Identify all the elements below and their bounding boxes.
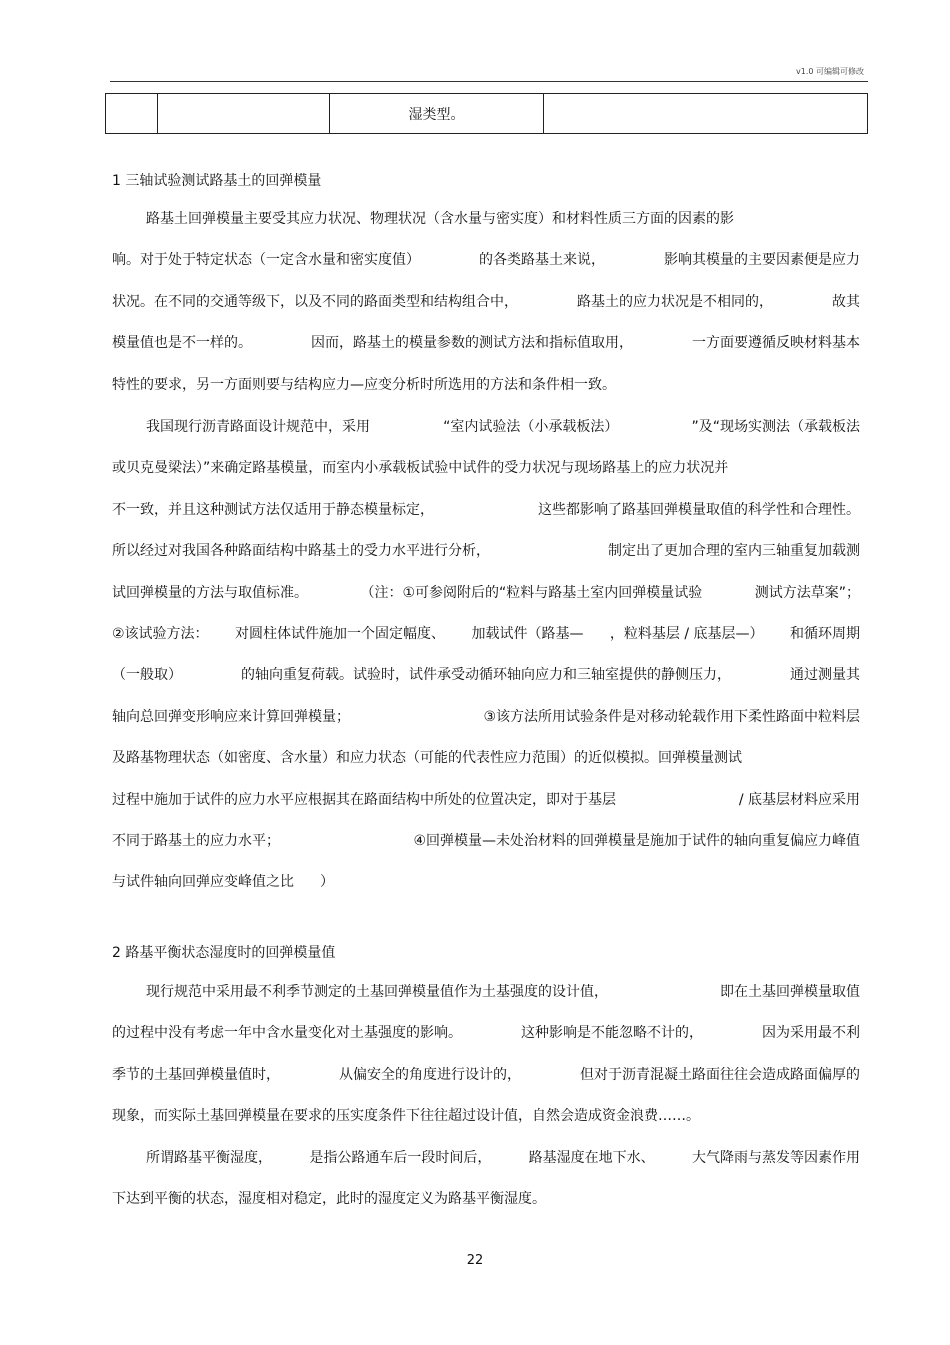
text-line (112, 417, 860, 458)
text-line (112, 333, 860, 374)
text-segment: 路基土回弹模量主要受其应力状况、物理状况（含水量与密实度）和材料性质三方面的因素的影 (146, 211, 734, 227)
text-segment: ） (320, 874, 334, 891)
text-segment: 响。对于处于特定状态（一定含水量和密实度值） (112, 252, 420, 269)
text-segment: 的轴向重复荷载。试验时，试件承受动循环轴向应力和三轴室提供的静侧压力， (241, 667, 731, 684)
text-segment: ”及“现场实测法（承载板法 (691, 419, 860, 435)
text-segment: 现象，而实际土基回弹模量在要求的压实度条件下往往超过设计值，自然会造成资金浪费……。 (112, 1108, 700, 1125)
text-segment: 影响其模量的主要因素便是应力 (664, 252, 860, 269)
text-line (112, 790, 860, 831)
text-segment: 与试件轴向回弹应变峰值之比 (112, 874, 294, 891)
top-table-fragment (105, 93, 868, 134)
text-segment: 加载试件（路基— (471, 625, 584, 642)
text-segment: 试回弹模量的方法与取值标准。 (112, 584, 308, 601)
header-rule (110, 81, 868, 82)
text-segment: 模量值也是不一样的。 (112, 335, 252, 352)
text-segment: 是指公路通车后一段时间后， (309, 1150, 492, 1166)
text-segment: 因为采用最不利 (762, 1025, 860, 1042)
text-segment: 不同于路基土的应力水平； (112, 832, 280, 849)
text-line (112, 1106, 860, 1147)
paragraph (112, 417, 860, 914)
text-segment: 的过程中没有考虑一年中含水量变化对土基强度的影响。 (112, 1025, 462, 1042)
section-heading: 1 三轴试验测试路基土的回弹模量 (112, 173, 322, 189)
text-segment: 通过测量其 (790, 667, 860, 684)
text-line (112, 209, 860, 250)
text-segment: ④回弹模量—未处治材料的回弹模量是施加于试件的轴向重复偏应力峰值 (413, 832, 860, 849)
text-segment: 测试方法草案”； (754, 584, 860, 601)
text-line (112, 458, 860, 499)
table-cell (106, 94, 158, 134)
text-segment: 路基土的应力状况是不相同的， (577, 293, 773, 310)
text-segment: 所以经过对我国各种路面结构中路基土的受力水平进行分析， (112, 543, 490, 560)
text-line (112, 292, 860, 333)
table-cell: 湿类型。 (330, 94, 544, 134)
text-line (112, 872, 860, 913)
text-line (112, 982, 860, 1023)
text-segment: 但对于沥青混凝土路面往往会造成路面偏厚的 (580, 1066, 860, 1083)
text-line (112, 1065, 860, 1106)
text-line (112, 375, 860, 416)
text-segment: 特性的要求，另一方面则要与结构应力—应变分析时所选用的方法和条件相一致。 (112, 376, 616, 393)
text-line (112, 624, 860, 665)
text-segment: 现行规范中采用最不利季节测定的土基回弹模量值作为土基强度的设计值， (146, 984, 608, 1000)
text-line (112, 665, 860, 706)
text-segment: 制定出了更加合理的室内三轴重复加载测 (608, 543, 860, 560)
text-segment: 这种影响是不能忽略不计的， (521, 1025, 703, 1042)
text-segment: 和循环周期 (790, 625, 860, 642)
page-number: 22 (466, 1253, 484, 1268)
text-segment: 季节的土基回弹模量值时， (112, 1066, 280, 1083)
table-row (106, 94, 868, 134)
text-segment: 的各类路基土来说， (479, 252, 605, 269)
text-segment: 所谓路基平衡湿度， (146, 1150, 272, 1166)
text-segment: 大气降雨与蒸发等因素作用 (691, 1150, 860, 1166)
text-segment: / 底基层材料应采用 (738, 791, 860, 808)
paragraph (112, 982, 860, 1148)
text-line (112, 583, 860, 624)
text-segment: 及路基物理状态（如密度、含水量）和应力状态（可能的代表性应力范围）的近似模拟。回弹模量测试 (112, 750, 742, 767)
text-segment: 路基湿度在地下水、 (528, 1150, 655, 1166)
text-segment: ，粒料基层 / 底基层—） (609, 625, 764, 642)
text-segment: 即在土基回弹模量取值 (720, 984, 860, 1000)
header-version-label: v1.0 可编辑可修改 (796, 67, 864, 76)
text-line (112, 707, 860, 748)
text-segment: 对圆柱体试件施加一个固定幅度、 (235, 625, 446, 642)
paragraph (112, 209, 860, 416)
text-segment: 一方面要遵循反映材料基本 (692, 335, 860, 352)
text-segment: 下达到平衡的状态，湿度相对稳定，此时的湿度定义为路基平衡湿度。 (112, 1191, 546, 1208)
text-line (112, 250, 860, 291)
text-line (112, 748, 860, 789)
text-segment: 从偏安全的角度进行设计的， (339, 1066, 521, 1083)
text-line (112, 541, 860, 582)
text-segment: 不一致，并且这种测试方法仅适用于静态模量标定， (112, 501, 434, 518)
table-cell (158, 94, 330, 134)
text-line (112, 1023, 860, 1064)
text-segment: 故其 (832, 293, 860, 310)
text-segment: ③该方法所用试验条件是对移动轮载作用下柔性路面中粒料层 (483, 708, 860, 725)
text-line (112, 831, 860, 872)
text-segment: 这些都影响了路基回弹模量取值的科学性和合理性。 (538, 501, 860, 518)
text-segment: 过程中施加于试件的应力水平应根据其在路面结构中所处的位置决定，即对于基层 (112, 791, 616, 808)
text-line (112, 500, 860, 541)
text-segment: （一般取） (112, 667, 182, 684)
table-cell (544, 94, 868, 134)
text-line (112, 1148, 860, 1189)
text-segment: 我国现行沥青路面设计规范中，采用 (146, 419, 370, 435)
text-segment: “室内试验法（小承载板法） (443, 419, 619, 435)
text-segment: 状况。在不同的交通等级下，以及不同的路面类型和结构组合中， (112, 293, 518, 310)
section-heading: 2 路基平衡状态湿度时的回弹模量值 (112, 945, 336, 961)
text-segment: ②该试验方法： (112, 625, 209, 642)
text-segment: （注：①可参阅附后的“粒料与路基土室内回弹模量试验 (360, 584, 703, 601)
text-segment: 因而，路基土的模量参数的测试方法和指标值取用， (311, 335, 633, 352)
text-line (112, 1189, 860, 1230)
text-segment: 轴向总回弹变形响应来计算回弹模量； (112, 708, 350, 725)
text-segment: 或贝克曼梁法）”来确定路基模量，而室内小承载板试验中试件的受力状况与现场路基上的应力状况并 (112, 460, 729, 477)
paragraph (112, 1148, 860, 1231)
